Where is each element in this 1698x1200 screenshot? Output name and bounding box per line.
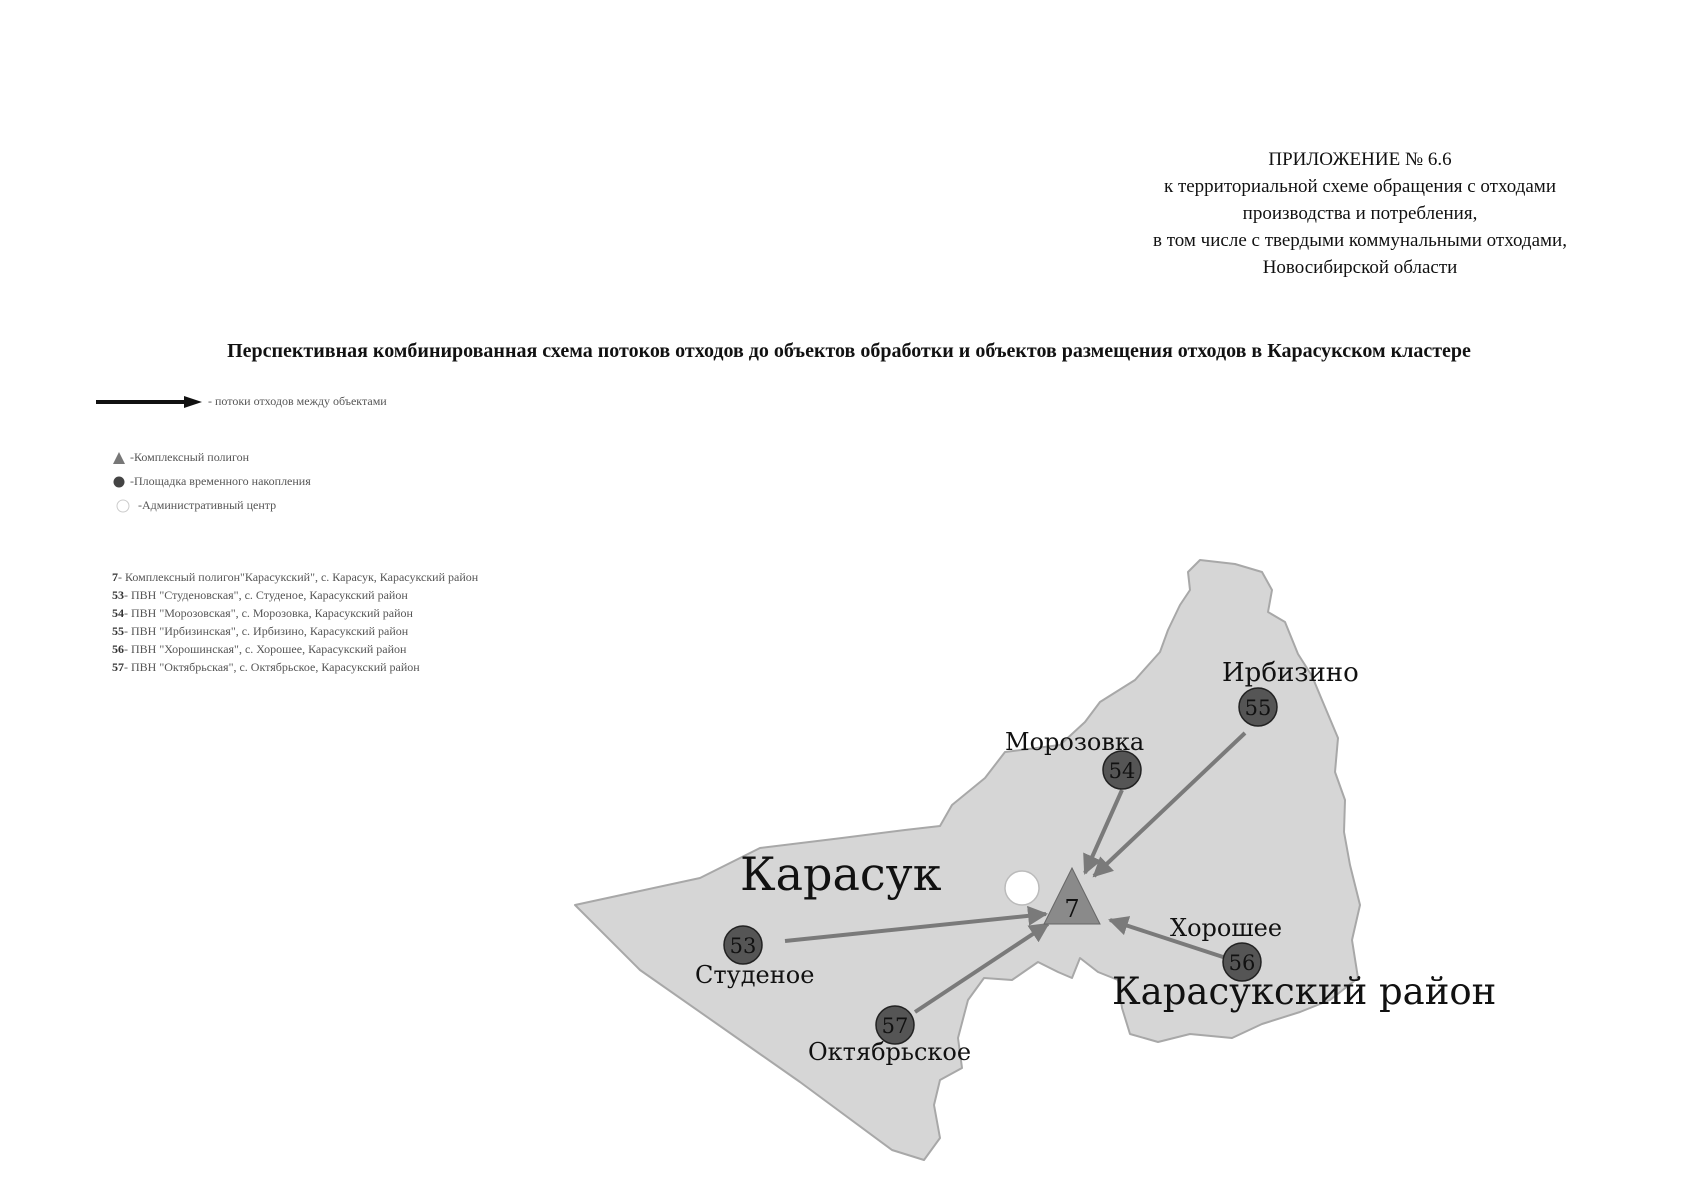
polygon-number: 7 [1064,895,1080,923]
site-name-56: Хорошее [1170,914,1283,942]
legend-storage-label: -Площадка временного накопления [130,474,311,488]
object-item: 55- ПВН "Ирбизинская", с. Ирбизино, Карасукский район [112,624,409,638]
object-item: 57- ПВН "Октябрьская", с. Октябрьское, Карасукский район [112,660,420,674]
site-name-54: Морозовка [1005,728,1145,756]
site-number: 55 [1244,696,1272,720]
legend-complex-label: -Комплексный полигон [130,450,249,464]
legend-flows-label: - потоки отходов между объектами [208,394,387,408]
site-53 [724,926,762,964]
admin-center-marker [1005,871,1039,905]
site-number: 56 [1228,951,1256,975]
map-title: Перспективная комбинированная схема потоков отходов до объектов обработки и объектов размещения отходов в Карасукском кластере [227,340,1471,362]
site-54 [1103,751,1141,789]
site-number: 53 [729,934,757,958]
appendix-line: производства и потребления, [1242,203,1478,224]
object-item: 53- ПВН "Студеновская", с. Студеное, Карасукский район [112,588,408,602]
legend-admin-label: -Административный центр [138,498,277,512]
object-item: 56- ПВН "Хорошинская", с. Хорошее, Карасукский район [112,642,407,656]
object-item: 54- ПВН "Морозовская", с. Морозовка, Карасукский район [112,606,413,620]
appendix-line: ПРИЛОЖЕНИЕ № 6.6 [1268,149,1452,170]
site-55 [1239,688,1277,726]
appendix-line: в том числе с твердыми коммунальными отходами, [1153,230,1567,251]
site-number: 54 [1108,759,1136,783]
appendix-line: Новосибирской области [1262,257,1458,278]
site-number: 57 [881,1014,909,1038]
admin-center-label: Карасук [740,847,942,901]
site-name-55: Ирбизино [1222,658,1359,688]
site-name-57: Октябрьское [808,1038,972,1066]
site-name-53: Студеное [695,961,815,989]
district-shape [575,560,1360,1160]
appendix-line: к территориальной схеме обращения с отходами [1163,176,1557,197]
district-label: Карасукский район [1112,970,1497,1013]
object-item: 7- Комплексный полигон"Карасукский", с. Карасук, Карасукский район [112,570,479,584]
